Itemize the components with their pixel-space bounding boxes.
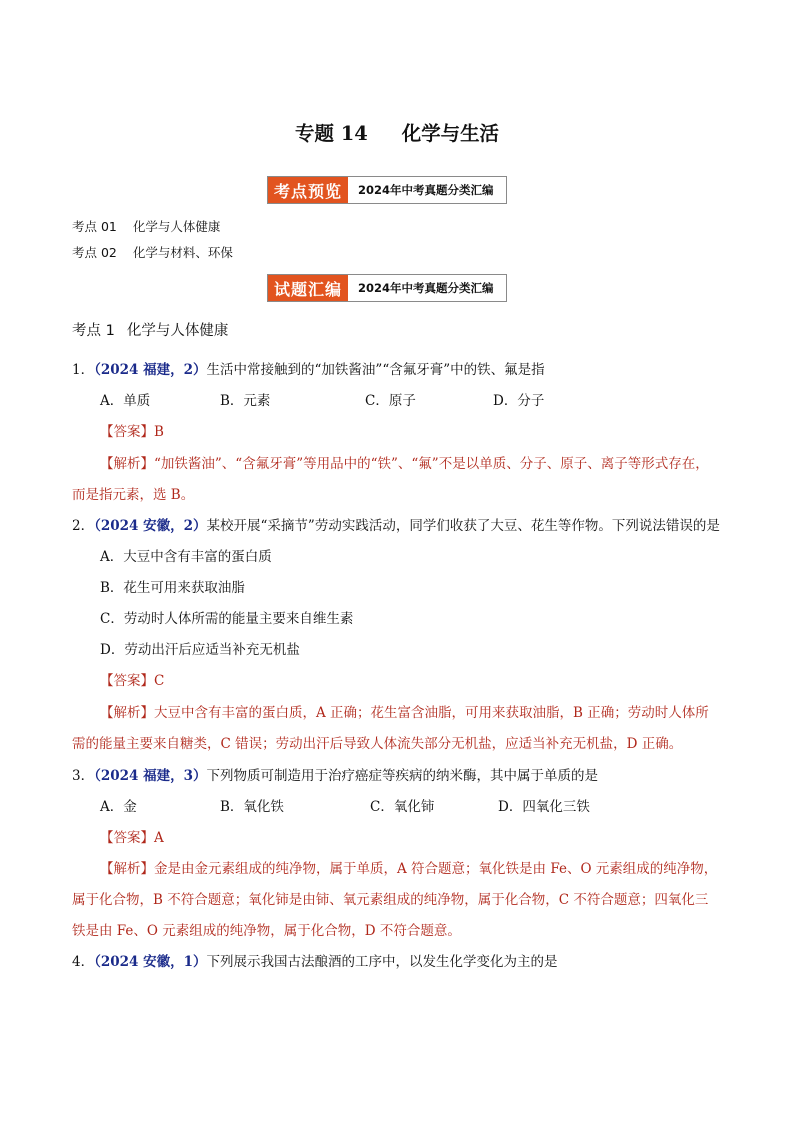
question-1-option-a: A．单质 xyxy=(100,393,151,409)
question-text: 某校开展“采摘节”劳动实践活动，同学们收获了大豆、花生等作物。下列说法错误的是 xyxy=(206,518,720,534)
answer-label: 【答案】 xyxy=(100,424,154,440)
question-3-analysis-line: 属于化合物，B 不符合题意；氧化铈是由铈、氧元素组成的纯净物，属于化合物，C 不符合题意；四氧化三 xyxy=(72,892,709,908)
toc-item xyxy=(72,217,220,235)
toc-item-number: 考点 02 xyxy=(72,245,117,260)
question-source: （2024 福建，3） xyxy=(94,768,207,784)
exercises-banner xyxy=(267,274,507,302)
question-source: （2024 安徽，2） xyxy=(94,518,207,534)
question-text: 下列物质可制造用于治疗癌症等疾病的纳米酶，其中属于单质的是 xyxy=(206,768,599,784)
question-4-stem xyxy=(72,950,558,970)
question-1-analysis-line: 而是指元素，选 B。 xyxy=(72,487,195,503)
question-3-option-a: A．金 xyxy=(100,799,137,815)
question-1-option-d: D．分子 xyxy=(493,393,545,409)
question-2-analysis-line xyxy=(100,701,709,721)
toc-item-number: 考点 01 xyxy=(72,219,117,234)
analysis-text: “加铁酱油”、“含氟牙膏”等用品中的“铁”、“氟”不是以单质、分子、原子、离子等形式存在， xyxy=(154,456,709,472)
question-number: 2． xyxy=(72,518,95,534)
title-name: 化学与生活 xyxy=(401,122,499,145)
question-number: 1． xyxy=(72,362,95,378)
page-title xyxy=(0,118,794,146)
analysis-text: 金是由金元素组成的纯净物，属于单质，A 符合题意；氧化铁是由 Fe、O 元素组成的纯净物， xyxy=(154,861,718,877)
section-number: 考点 1 xyxy=(72,323,115,339)
analysis-label: 【解析】 xyxy=(100,861,154,877)
answer-value: C xyxy=(154,673,165,689)
question-2-option-a: A．大豆中含有丰富的蛋白质 xyxy=(100,549,272,565)
question-2-option-d: D．劳动出汗后应适当补充无机盐 xyxy=(100,642,300,658)
preview-banner-tag: 考点预览 xyxy=(268,177,348,203)
question-3-answer xyxy=(100,826,164,846)
question-1-answer xyxy=(100,420,164,440)
question-number: 3． xyxy=(72,768,95,784)
section-label: 化学与人体健康 xyxy=(126,323,229,339)
question-2-answer xyxy=(100,669,164,689)
analysis-label: 【解析】 xyxy=(100,705,154,721)
question-text: 生活中常接触到的“加铁酱油”“含氟牙膏”中的铁、氟是指 xyxy=(206,362,545,378)
analysis-text: 大豆中含有丰富的蛋白质，A 正确；花生富含油脂，可用来获取油脂，B 正确；劳动时人体所 xyxy=(154,705,709,721)
answer-value: B xyxy=(154,424,164,440)
toc-item xyxy=(72,243,233,261)
question-2-stem xyxy=(72,514,720,534)
question-3-stem xyxy=(72,764,598,784)
question-3-option-d: D．四氧化三铁 xyxy=(498,799,590,815)
question-3-analysis-line xyxy=(100,857,717,877)
question-1-analysis-line xyxy=(100,452,709,472)
analysis-label: 【解析】 xyxy=(100,456,154,472)
exercises-banner-tag: 试题汇编 xyxy=(268,275,348,301)
answer-label: 【答案】 xyxy=(100,673,154,689)
toc-item-label: 化学与人体健康 xyxy=(132,219,221,234)
preview-banner-subtitle: 2024年中考真题分类汇编 xyxy=(358,183,494,197)
preview-banner xyxy=(267,176,507,204)
answer-value: A xyxy=(154,830,164,846)
answer-label: 【答案】 xyxy=(100,830,154,846)
question-2-option-c: C．劳动时人体所需的能量主要来自维生素 xyxy=(100,611,354,627)
question-3-analysis-line: 铁是由 Fe、O 元素组成的纯净物，属于化合物，D 不符合题意。 xyxy=(72,923,461,939)
question-3-option-c: C．氧化铈 xyxy=(370,799,435,815)
question-3-option-b: B．氧化铁 xyxy=(220,799,284,815)
section-heading xyxy=(72,319,228,340)
toc-item-label: 化学与材料、环保 xyxy=(132,245,233,260)
question-1-option-b: B．元素 xyxy=(220,393,271,409)
question-text: 下列展示我国古法酿酒的工序中，以发生化学变化为主的是 xyxy=(206,954,558,970)
question-source: （2024 福建，2） xyxy=(94,362,207,378)
exercises-banner-subtitle: 2024年中考真题分类汇编 xyxy=(358,281,494,295)
question-2-analysis-line: 需的能量主要来自糖类，C 错误；劳动出汗后导致人体流失部分无机盐，应适当补充无机盐，D 正确。 xyxy=(72,736,683,752)
question-1-stem xyxy=(72,358,545,378)
question-1-option-c: C．原子 xyxy=(365,393,416,409)
title-topic: 专题 14 xyxy=(295,122,368,145)
question-2-option-b: B．花生可用来获取油脂 xyxy=(100,580,245,596)
question-source: （2024 安徽，1） xyxy=(94,954,207,970)
question-number: 4． xyxy=(72,954,95,970)
